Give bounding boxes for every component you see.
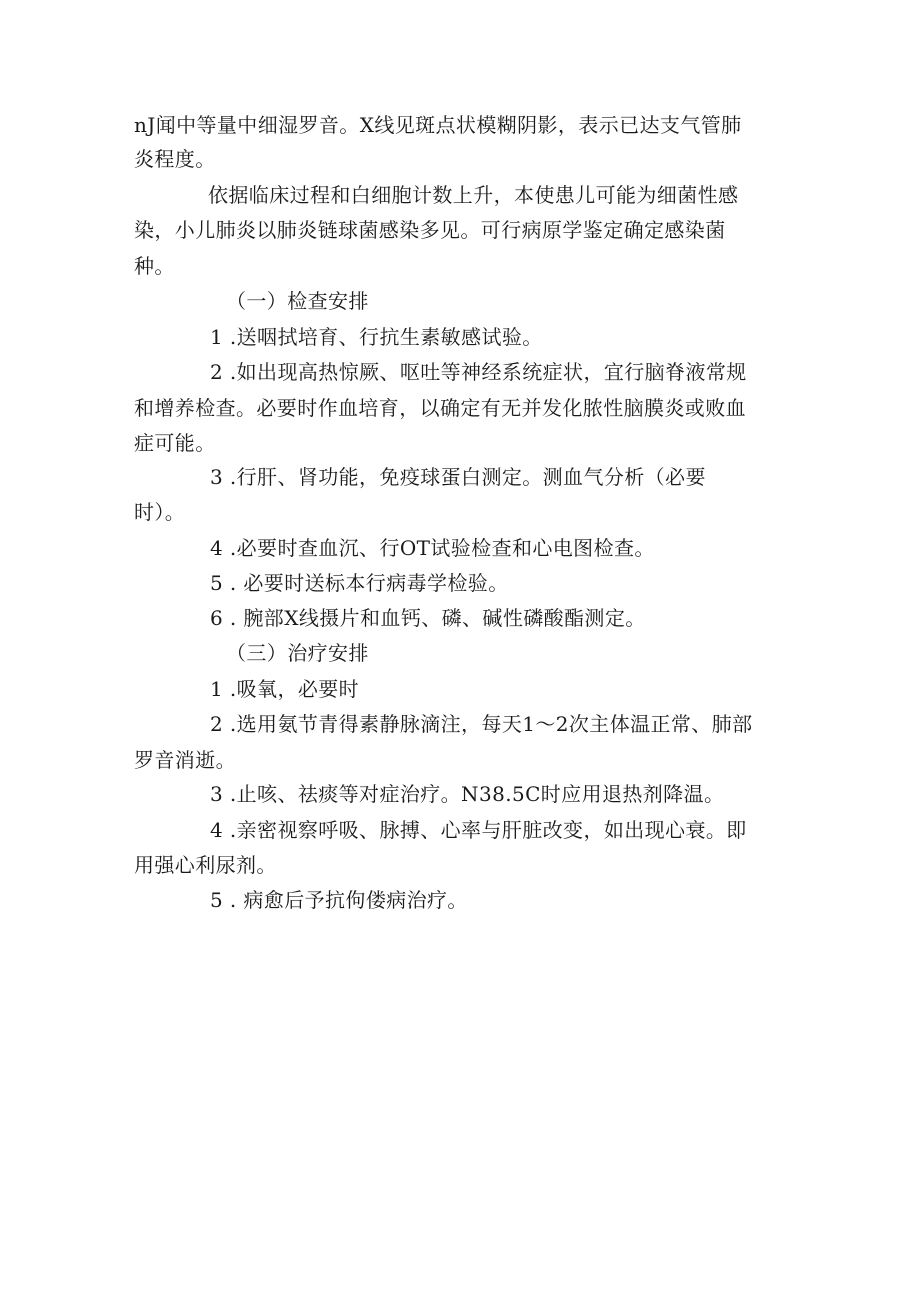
list-item: 3 .止咳、祛痰等对症治疗。N38.5C时应用退热剂降温。 bbox=[210, 782, 725, 806]
list-item-continuation: 和增养检查。必要时作血培育，以确定有无并发化脓性脑膜炎或败血 bbox=[134, 396, 746, 420]
paragraph-line: 炎程度。 bbox=[134, 147, 216, 171]
list-item-continuation: 用强心利尿剂。 bbox=[134, 853, 277, 877]
list-item: 2 .如出现高热惊厥、呕吐等神经系统症状，宜行脑脊液常规 bbox=[210, 360, 747, 384]
list-item-continuation: 罗音消逝。 bbox=[134, 748, 236, 772]
list-item: 4 .亲密视察呼吸、脉搏、心率与肝脏改变，如出现心衰。即 bbox=[210, 818, 747, 842]
list-item: 1 .吸氧，必要时 bbox=[210, 677, 360, 701]
paragraph-line: 染，小儿肺炎以肺炎链球菌感染多见。可行病原学鉴定确定感染菌 bbox=[134, 218, 726, 242]
paragraph-line: 种。 bbox=[134, 254, 175, 278]
list-item: 2 .选用氨节青得素静脉滴注，每天1～2次主体温正常、肺部 bbox=[210, 712, 753, 736]
section-heading-treatment: （三）治疗安排 bbox=[226, 641, 369, 665]
section-heading-examination: （一）检查安排 bbox=[226, 289, 369, 313]
list-item-continuation: 症可能。 bbox=[134, 431, 216, 455]
list-item: 1 .送咽拭培育、行抗生素敏感试验。 bbox=[210, 325, 543, 349]
paragraph-line: 依据临床过程和白细胞计数上升，本使患儿可能为细菌性感 bbox=[208, 183, 739, 207]
list-item: 6 . 腕部X线摄片和血钙、磷、碱性磷酸酯测定。 bbox=[210, 606, 646, 630]
paragraph-line: nJ闻中等量中细湿罗音。X线见斑点状模糊阴影，表示已达支气管肺 bbox=[134, 113, 742, 137]
list-item: 5 . 必要时送标本行病毒学检验。 bbox=[210, 571, 509, 595]
list-item-continuation: 时）。 bbox=[134, 500, 186, 524]
list-item: 4 .必要时查血沉、行OT试验检查和心电图检查。 bbox=[210, 536, 655, 560]
list-item: 3 .行肝、肾功能，免疫球蛋白测定。测血气分析（必要 bbox=[210, 465, 706, 489]
list-item: 5 . 病愈后予抗佝偻病治疗。 bbox=[210, 888, 468, 912]
